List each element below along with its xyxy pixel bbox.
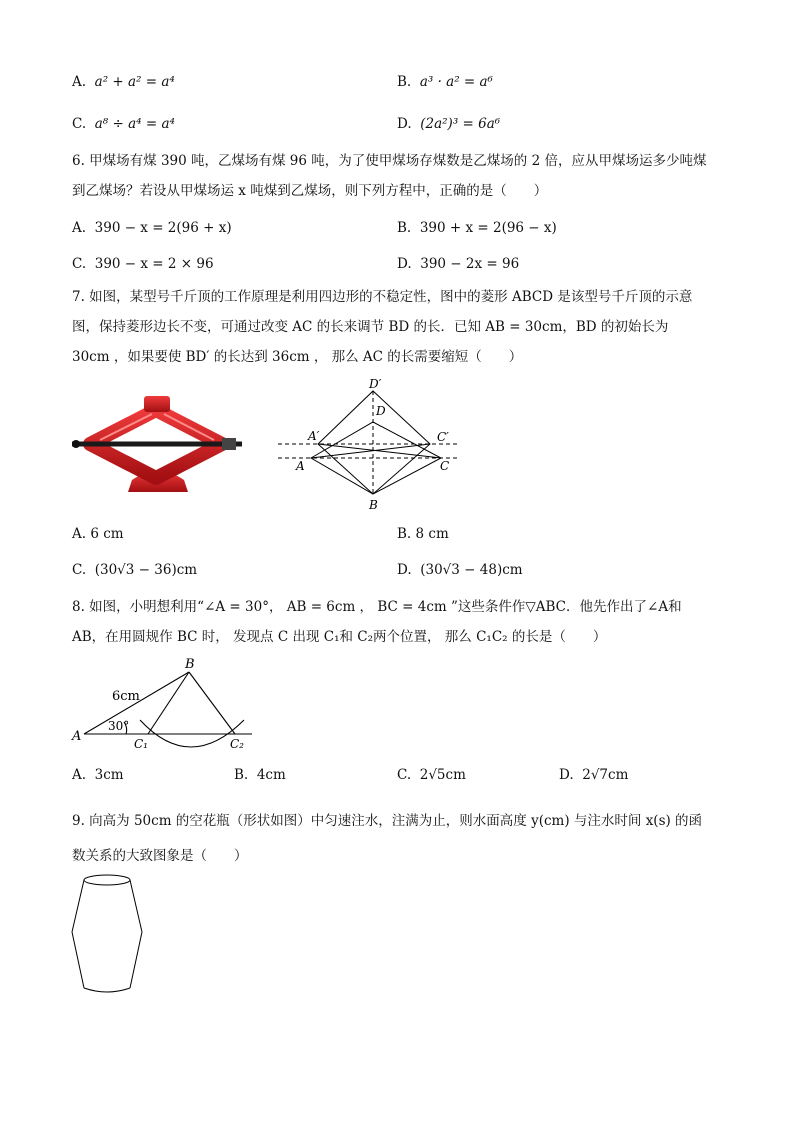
label-30-degrees: 30° [108,719,130,733]
q6-stem-line2: 到乙煤场？若设从甲煤场运 x 吨煤到乙煤场，则下列方程中，正确的是（ ） [72,183,548,199]
label-d: D [376,404,386,418]
q7-stem-line3: 30cm ，如果要使 BD′ 的长达到 36cm ， 那么 AC 的长需要缩短（ ） [72,349,523,365]
q7-option-c: C. (30√3 − 36)cm [72,562,198,578]
q8-stem-line1: 8. 如图，小明想利用“∠A = 30°， AB = 6cm ， BC = 4cm ”这些条件作▽ABC．他先作出了∠A和 [72,599,682,615]
label-a: A [296,459,305,473]
q8-option-d: D. 2√7cm [559,767,629,783]
label-6cm: 6cm [112,689,140,704]
q5-option-c: C. a⁸ ÷ a⁴ = a⁴ [72,116,175,132]
label-a-prime: A′ [308,429,320,443]
q7-option-b: B. 8 cm [397,526,449,542]
label-b: B [369,498,378,512]
q8-stem-line2: AB，在用圆规作 BC 时， 发现点 C 出现 C₁和 C₂两个位置， 那么 C₁C₂ 的长是（ ） [72,629,607,645]
q7-stem-line2: 图，保持菱形边长不变，可通过改变 AC 的长来调节 BD 的长．已知 AB = 30cm，BD 的初始长为 [72,319,669,335]
q6-option-d: D. 390 − 2x = 96 [397,256,520,272]
label-d-prime: D′ [369,377,382,391]
q9-stem-line2: 数关系的大致图象是（ ） [72,848,248,864]
q5-option-a: A. a² + a² = a⁴ [72,74,175,90]
q6-option-b: B. 390 + x = 2(96 − x) [397,220,557,236]
q5-option-b: B. a³ · a² = a⁶ [397,74,493,90]
q6-stem-line1: 6. 甲煤场有煤 390 吨，乙煤场有煤 96 吨，为了使甲煤场存煤数是乙煤场的 2 倍，应从甲煤场运多少吨煤 [72,153,707,169]
q8-option-a: A. 3cm [72,767,124,783]
rhombus-diagram [274,378,464,513]
triangle-diagram [72,656,262,756]
q8-option-b: B. 4cm [234,767,286,783]
label-b-vertex: B [185,657,195,672]
vase-diagram [70,872,146,996]
q6-option-c: C. 390 − x = 2 × 96 [72,256,214,272]
q6-option-a: A. 390 − x = 2(96 + x) [72,220,232,236]
label-c1: C₁ [134,737,148,751]
label-c2: C₂ [230,737,244,751]
q5-option-d: D. (2a²)³ = 6a⁶ [397,116,501,132]
label-c: C [440,459,450,473]
q7-stem-line1: 7. 如图，某型号千斤顶的工作原理是利用四边形的不稳定性，图中的菱形 ABCD 是该型号千斤顶的示意 [72,289,693,305]
label-c-prime: C′ [437,430,449,444]
car-jack-image [72,392,252,500]
q8-option-c: C. 2√5cm [397,767,466,783]
label-a-vertex: A [72,729,82,744]
q7-option-a: A. 6 cm [72,526,124,542]
q7-option-d: D. (30√3 − 48)cm [397,562,523,578]
q9-stem-line1: 9. 向高为 50cm 的空花瓶（形状如图）中匀速注水，注满为止，则水面高度 y(cm) 与注水时间 x(s) 的函 [72,813,703,829]
